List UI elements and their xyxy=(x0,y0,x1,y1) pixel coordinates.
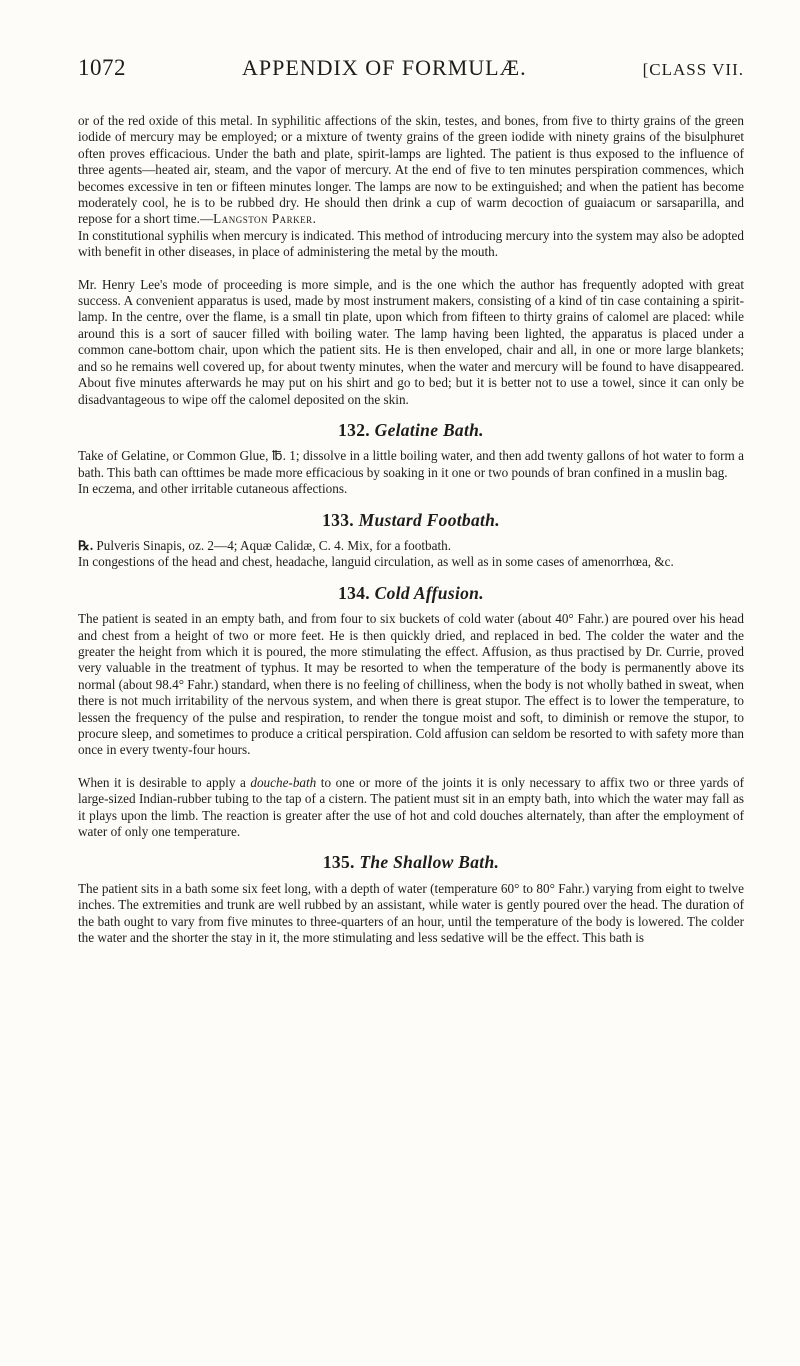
paragraph xyxy=(78,775,744,841)
page-title: APPENDIX OF FORMULÆ. xyxy=(241,55,527,80)
section-heading-132 xyxy=(78,419,744,440)
section-number: 134. xyxy=(338,582,370,603)
section-name: Mustard Footbath. xyxy=(358,509,500,530)
class-label: [CLASS VII. xyxy=(642,60,744,79)
section-number: 135. xyxy=(322,852,355,873)
italic-term: douche-bath xyxy=(250,774,317,790)
section-heading-135 xyxy=(78,852,744,873)
section-name: Cold Affusion. xyxy=(374,582,484,603)
paragraph-text: When it is desirable to apply a xyxy=(78,774,251,790)
paragraph xyxy=(78,113,744,228)
paragraph: Take of Gelatine, or Common Glue, ℔. 1; dissolve in a little boiling water, and then add twenty gallons of hot water to form a bath. This bath can ofttimes be made more efficacious by soaking in it one or two pounds of bran confined in a muslin bag. xyxy=(78,448,744,480)
paragraph: The patient sits in a bath some six feet long, with a depth of water (temperature 60° to 80° Fahr.) varying from eight to twelve inches. The extremities and trunk are well rubbed by an assistant, while water is gently poured over the head. The duration of the bath ought to vary from five minutes to three-quarters of an hour, until the temperature of the body is lowered. The colder the water and the shorter the stay in it, the more stimulating and less sedative will be the effect. This bath is xyxy=(78,880,744,946)
recipe-symbol: ℞. xyxy=(78,537,94,553)
page-number: 1072 xyxy=(78,55,126,80)
section-number: 133. xyxy=(322,509,354,530)
running-head xyxy=(78,55,744,95)
paragraph: The patient is seated in an empty bath, and from four to six buckets of cold water (about 40° Fahr.) are poured over his head and chest from a height of two or more feet. He is then quickly dried, and replaced in bed. The colder the water and the greater the height from which it is poured, the more stimulating the effect. Affusion, as thus practised by Dr. Currie, proved very valuable in the treatment of typhus. It may be resorted to when the temperature of the body is permanently above its normal (about 98.4° Fahr.) standard, when there is no feeling of chilliness, when the body is not wholly bathed in sweat, when there is not much irritability of the nervous system, and when there is great stupor. The effect is to lower the temperature, to lessen the frequency of the pulse and respiration, to render the tongue moist and soft, to diminish or remove the stupor, to procure sleep, and sometimes to produce a critical perspiration. Cold affusion can seldom be resorted to with safety more than once in every twenty-four hours. xyxy=(78,611,744,758)
paragraph: In eczema, and other irritable cutaneous affections. xyxy=(78,481,348,497)
paragraph: In constitutional syphilis when mercury is indicated. This method of introducing mercury into the system may also be adopted with benefit in other diseases, in place of administering the metal by the mouth. xyxy=(78,227,744,260)
section-name: The Shallow Bath. xyxy=(359,852,500,873)
paragraph: Mr. Henry Lee's mode of proceeding is more simple, and is the one which the author has frequently adopted with great success. A convenient apparatus is used, made by most instrument makers, consisting of a kind of tin case containing a spirit-lamp. In the centre, over the flame, is a small tin plate, upon which from fifteen to thirty grains of calomel are placed: while around this is a sort of saucer filled with boiling water. The lamp having been lighted, the apparatus is placed under a common cane-bottom chair, upon which the patient sits. He is then enveloped, chair and all, in one or more large blankets; and so he remains well covered up, for about twenty minutes, when the water and mercury will be found to have disappeared. About five minutes afterwards he may put on his shirt and go to bed; but it is better not to use a towel, since it can only be disadvantageous to wipe off the calomel deposited on the skin. xyxy=(78,276,744,407)
paragraph xyxy=(78,538,744,554)
paragraph-text: Pulveris Sinapis, oz. 2—4; Aquæ Calidæ, C. 4. Mix, for a footbath. xyxy=(96,537,452,553)
section-heading-133 xyxy=(78,509,744,530)
section-number: 132. xyxy=(338,419,370,440)
page xyxy=(78,55,744,946)
author-attribution: Langston Parker. xyxy=(213,211,317,227)
section-name: Gelatine Bath. xyxy=(374,419,484,440)
body-text xyxy=(78,113,744,946)
section-heading-134 xyxy=(78,582,744,603)
paragraph: In congestions of the head and chest, headache, languid circulation, as well as in some cases of amenorrhœa, &c. xyxy=(78,554,674,570)
paragraph-text: to one or more of the joints it is only necessary to affix two or three yards of large-sized Indian-rubber tubing to the tap of a cistern. The patient must sit in an empty bath, into which the water may fall as it plays upon the limb. The reaction is greater after the use of hot and cold douches alternately, than after the employment of water of only one temperature. xyxy=(78,774,745,840)
paragraph-text: or of the red oxide of this metal. In syphilitic affections of the skin, testes, and bones, from five to thirty grains of the green iodide of mercury may be employed; or a mixture of twenty grains of the green iodide with ninety grains of the bisulphuret often proves efficacious. Under the bath and plate, spirit-lamps are lighted. The patient is thus exposed to the influence of three agents—heated air, steam, and the vapor of mercury. At the end of five to ten minutes perspiration commences, which becomes excessive in ten or fifteen minutes longer. The lamps are now to be extinguished; and when the patient has become moderately cool, he is to be rubbed dry. He should then drink a cup of warm decoction of guaiacum or sarsaparilla, and repose for a short time.— xyxy=(78,113,744,227)
